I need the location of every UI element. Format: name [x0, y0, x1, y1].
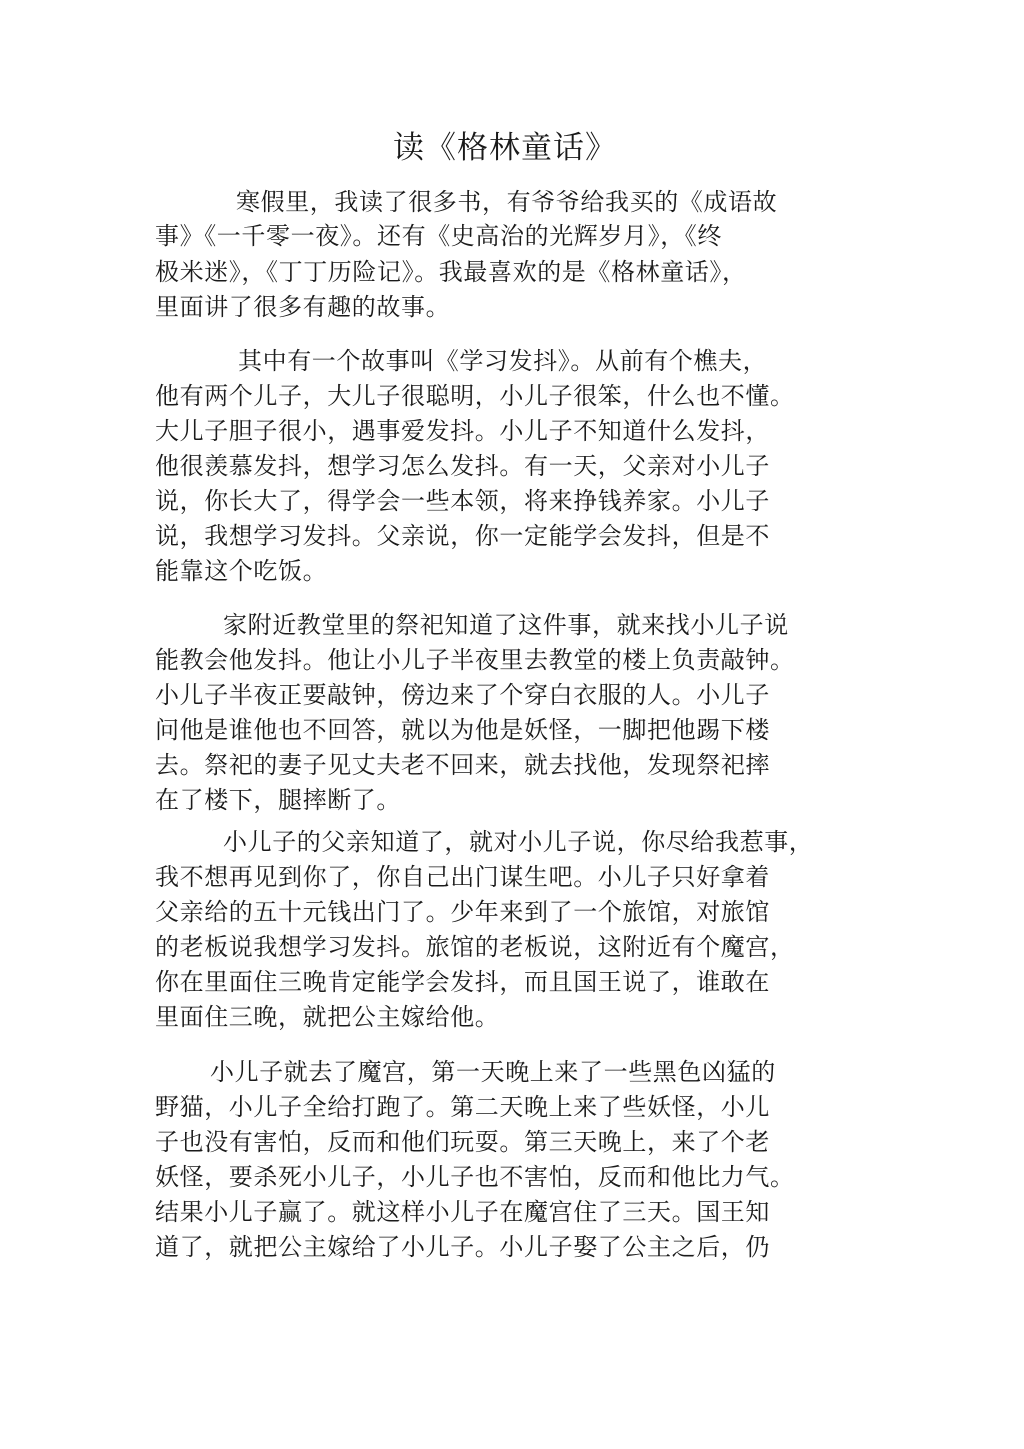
paragraph-line: 子也没有害怕，反而和他们玩耍。第三天晚上，来了个老	[155, 1128, 770, 1156]
paragraph-line: 寒假里，我读了很多书，有爷爷给我买的《成语故	[236, 188, 778, 216]
paragraph-line: 在了楼下，腿摔断了。	[155, 786, 401, 814]
paragraph-line: 我不想再见到你了，你自己出门谋生吧。小儿子只好拿着	[155, 863, 770, 891]
paragraph-line: 能教会他发抖。他让小儿子半夜里去教堂的楼上负责敲钟。	[155, 646, 795, 674]
paragraph-line: 说，你长大了，得学会一些本领，将来挣钱养家。小儿子	[155, 487, 770, 515]
paragraph-line: 的老板说我想学习发抖。旅馆的老板说，这附近有个魔宫，	[155, 933, 795, 961]
paragraph-line: 里面住三晚，就把公主嫁给他。	[155, 1003, 500, 1031]
paragraph-line: 事》《一千零一夜》。还有《史高治的光辉岁月》，《终	[155, 222, 722, 250]
paragraph-line: 他很羡慕发抖，想学习怎么发抖。有一天，父亲对小儿子	[155, 452, 770, 480]
paragraph-line: 你在里面住三晚肯定能学会发抖，而且国王说了，谁敢在	[155, 968, 770, 996]
paragraph-line: 家附近教堂里的祭祀知道了这件事，就来找小儿子说	[223, 611, 789, 639]
paragraph-line: 里面讲了很多有趣的故事。	[155, 293, 451, 321]
paragraph-line: 他有两个儿子，大儿子很聪明，小儿子很笨，什么也不懂。	[155, 382, 795, 410]
paragraph-line: 小儿子的父亲知道了，就对小儿子说，你尽给我惹事，	[223, 828, 814, 856]
paragraph-line: 小儿子就去了魔宫，第一天晚上来了一些黑色凶猛的	[210, 1058, 776, 1086]
paragraph-line: 妖怪，要杀死小儿子，小儿子也不害怕，反而和他比力气。	[155, 1163, 795, 1191]
paragraph-line: 其中有一个故事叫《学习发抖》。从前有个樵夫，	[238, 347, 768, 375]
paragraph-line: 大儿子胆子很小，遇事爱发抖。小儿子不知道什么发抖，	[155, 417, 770, 445]
paragraph-line: 问他是谁他也不回答，就以为他是妖怪，一脚把他踢下楼	[155, 716, 770, 744]
paragraph-line: 小儿子半夜正要敲钟，傍边来了个穿白衣服的人。小儿子	[155, 681, 770, 709]
paragraph-line: 野猫，小儿子全给打跑了。第二天晚上来了些妖怪，小儿	[155, 1093, 770, 1121]
paragraph-line: 说，我想学习发抖。父亲说，你一定能学会发抖，但是不	[155, 522, 770, 550]
paragraph-line: 道了，就把公主嫁给了小儿子。小儿子娶了公主之后，仍	[155, 1233, 770, 1261]
paragraph-line: 父亲给的五十元钱出门了。少年来到了一个旅馆，对旅馆	[155, 898, 770, 926]
document-title: 读《格林童话》	[393, 130, 617, 166]
paragraph-line: 能靠这个吃饭。	[155, 557, 328, 585]
paragraph-line: 结果小儿子赢了。就这样小儿子在魔宫住了三天。国王知	[155, 1198, 770, 1226]
paragraph-line: 去。祭祀的妻子见丈夫老不回来，就去找他，发现祭祀摔	[155, 751, 770, 779]
paragraph-line: 极米迷》，《丁丁历险记》。我最喜欢的是《格林童话》，	[155, 258, 747, 286]
